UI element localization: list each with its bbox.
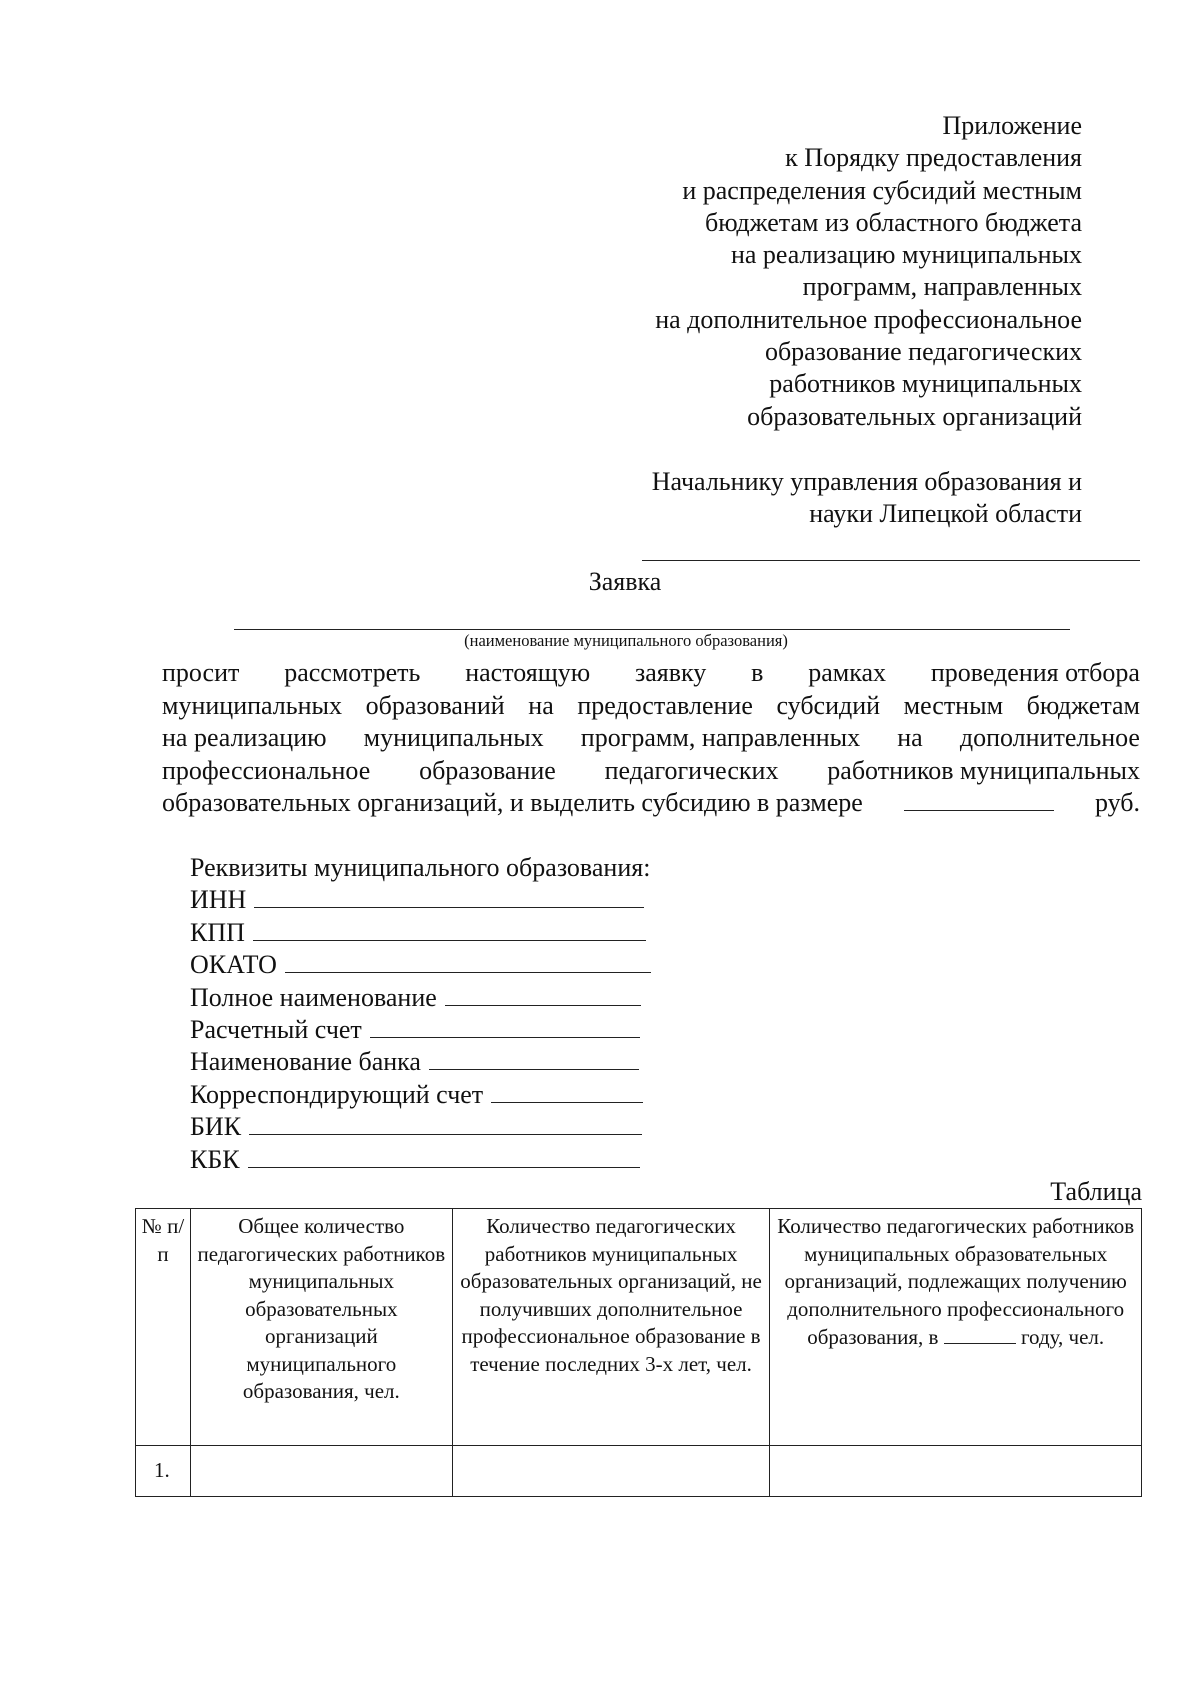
word: образование [419,755,556,785]
word: проведения отбора [930,658,1140,687]
addressee-block [522,466,1082,530]
header-text-before: Количество педагогических работников муниципальных образовательных организаций, подлежащих получению дополнительного профессионального образования, в [777,1214,1135,1349]
word: заявку [634,658,707,687]
requisite-row-kpp [190,917,651,949]
requisite-label: БИК [190,1112,242,1142]
cell-untrained-teachers[interactable] [452,1446,770,1497]
cell-total-teachers[interactable] [190,1446,452,1497]
word: профессиональное [162,755,371,785]
requisites-title: Реквизиты муниципального образования: [190,853,651,882]
word: настоящую [465,658,591,687]
kbk-blank[interactable] [248,1145,640,1168]
appendix-line: на дополнительное профессиональное [655,304,1082,334]
kpp-blank[interactable] [253,918,646,941]
table-header-row [136,1209,1142,1446]
addressee-line: Начальнику управления образования и [651,467,1082,496]
paragraph-line-4 [162,755,1140,788]
paragraph-line-2: муниципальных образований на предоставление субсидий местным бюджетам [162,690,1140,720]
word: педагогических [604,755,779,785]
row-number: 1. [136,1446,191,1497]
paragraph-line-3 [162,722,1140,755]
word: работников муниципальных [827,755,1140,785]
word: программ, направленных [580,723,861,752]
word: рассмотреть [284,658,421,687]
header-teachers-to-train [770,1209,1142,1446]
document-title: Заявка [588,567,662,596]
request-paragraph [162,657,1140,820]
requisite-label: ИНН [190,885,247,915]
requisite-label: ОКАТО [190,950,277,980]
addressee-line: науки Липецкой области [809,499,1082,528]
appendix-line: к Порядку предоставления [785,143,1082,173]
paragraph-line-5 [162,787,1140,820]
header-number: № п/п [136,1209,191,1446]
word: дополнительное [959,723,1140,752]
table-caption: Таблица [1050,1177,1142,1206]
appendix-line: на реализацию муниципальных [730,240,1082,270]
requisite-label: Полное наименование [190,982,437,1012]
word: в [751,658,764,687]
bank-name-blank[interactable] [429,1047,639,1070]
requisite-row-corr-account [190,1079,651,1111]
inn-blank[interactable] [254,885,644,908]
requisite-row-account [190,1014,651,1046]
subsidy-amount-blank[interactable] [904,788,1054,811]
bik-blank[interactable] [249,1112,642,1135]
requisite-row-bank [190,1046,651,1078]
requisite-label: КБК [190,1144,240,1174]
word: просит [162,658,240,687]
requisite-row-bik [190,1111,651,1143]
municipality-name-blank[interactable] [234,629,1070,630]
municipality-caption: (наименование муниципального образования) [464,631,788,650]
currency-unit: руб. [1094,788,1140,817]
appendix-line: Приложение [942,111,1082,140]
paragraph-line-1 [162,657,1140,690]
requisite-row-inn [190,884,651,916]
okato-blank[interactable] [285,950,651,973]
requisite-label: Наименование банка [190,1047,421,1077]
word: на [897,723,923,752]
appendix-line: программ, направленных [802,272,1082,302]
appendix-line: и распределения субсидий местным [682,175,1082,205]
appendix-line: бюджетам из областного бюджета [705,207,1082,237]
word: муниципальных [363,723,544,752]
appendix-line: образование педагогических [764,337,1082,367]
corr-account-blank[interactable] [491,1080,643,1103]
appendix-header [522,110,1082,433]
appendix-line: образовательных организаций [747,401,1082,431]
requisite-label: Корреспондирующий счет [190,1079,484,1109]
requisite-row-okato [190,949,651,981]
full-name-blank[interactable] [445,983,641,1006]
header-text-after: году, чел. [1020,1325,1105,1349]
word: рамках [808,658,886,687]
subsidy-text: образовательных организаций, и выделить субсидию в размере [162,788,863,817]
cell-teachers-to-train[interactable] [770,1446,1142,1497]
requisite-label: Расчетный счет [190,1015,362,1045]
header-untrained-teachers: Количество педагогических работников муниципальных образовательных организаций, не получивших дополнительное профессиональное образование в течение последних 3-х лет, чел. [452,1209,770,1446]
year-blank[interactable] [944,1323,1016,1344]
addressee-name-blank[interactable] [642,560,1140,561]
requisite-label: КПП [190,917,245,947]
data-table [135,1208,1142,1497]
requisites-block [190,852,651,1176]
appendix-line: работников муниципальных [769,369,1082,399]
table-row [136,1446,1142,1497]
requisite-row-kbk [190,1144,651,1176]
account-blank[interactable] [370,1015,640,1038]
requisite-row-full-name [190,982,651,1014]
header-total-teachers: Общее количество педагогических работников муниципальных образовательных организаций муниципального образования, чел. [190,1209,452,1446]
word: на реализацию [162,723,327,752]
